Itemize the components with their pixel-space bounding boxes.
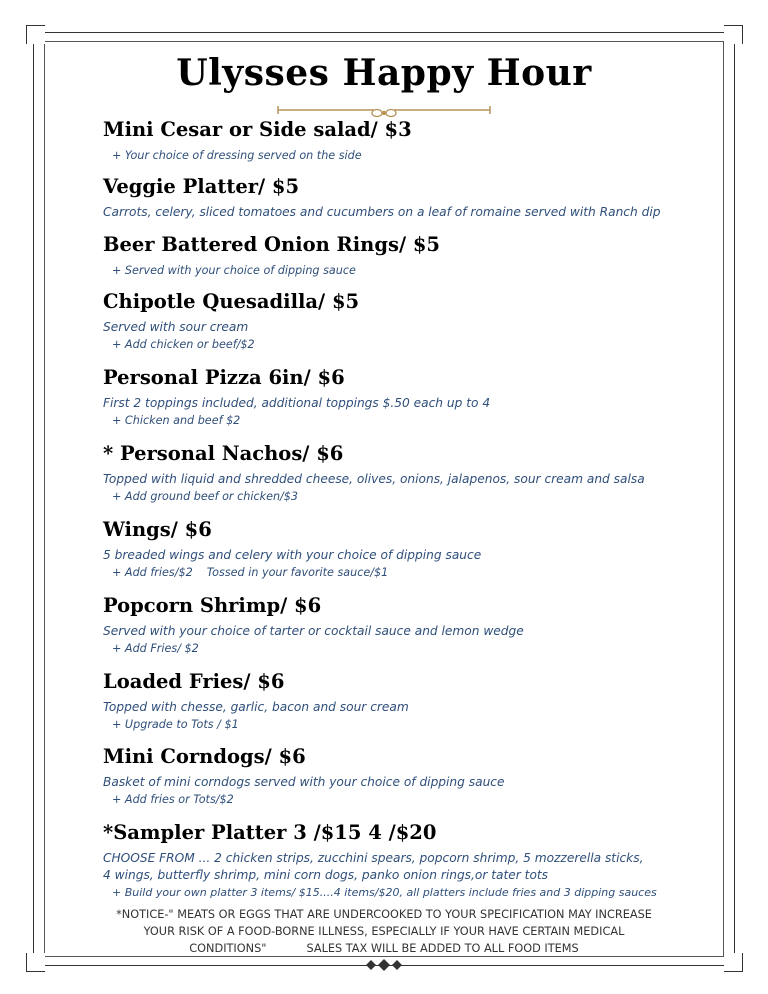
menu-item-quesadilla: [103, 290, 703, 353]
menu-item-loaded-fries: [103, 670, 703, 733]
item-addon: + Add fries or Tots/$2: [112, 793, 234, 806]
item-name: Mini Cesar or Side salad/ $3: [103, 118, 412, 141]
menu-item-mini-corndogs: [103, 745, 703, 808]
item-name: Chipotle Quesadilla/ $5: [103, 290, 360, 313]
item-addon: + Add fries/$2: [112, 566, 193, 579]
item-name: Popcorn Shrimp/ $6: [103, 594, 322, 617]
sales-tax-note: SALES TAX WILL BE ADDED TO ALL FOOD ITEMS: [306, 942, 579, 955]
item-name: Loaded Fries/ $6: [103, 670, 285, 693]
notice-line: [90, 940, 678, 957]
item-description: Basket of mini corndogs served with your choice of dipping sauce: [103, 775, 505, 789]
notice-conditions: CONDITIONS": [189, 942, 267, 955]
corner-ornament: [26, 25, 45, 44]
menu-item-personal-nachos: [103, 442, 703, 505]
item-name: Veggie Platter/ $5: [103, 175, 300, 198]
menu-item-mini-cesar: [103, 118, 703, 164]
item-description: First 2 toppings included, additional toppings $.50 each up to 4: [103, 396, 491, 410]
item-addon: + Add chicken or beef/$2: [112, 338, 255, 351]
corner-ornament: [724, 953, 743, 972]
item-name: Wings/ $6: [103, 518, 212, 541]
notice-line: *NOTICE-" MEATS OR EGGS THAT ARE UNDERCOOKED TO YOUR SPECIFICATION MAY INCREASE: [116, 908, 652, 921]
item-description-continued: 4 wings, butterfly shrimp, mini corn dogs, panko onion rings,or tater tots: [103, 868, 549, 882]
menu-item-sampler-platter: [103, 821, 703, 901]
item-description: Served with sour cream: [103, 320, 249, 334]
item-addon: + Chicken and beef $2: [112, 414, 241, 427]
menu-item-onion-rings: [103, 233, 703, 279]
item-addon: + Served with your choice of dipping sauce: [112, 264, 356, 277]
item-description: Served with your choice of tarter or cocktail sauce and lemon wedge: [103, 624, 524, 638]
menu-item-personal-pizza: [103, 366, 703, 429]
item-description: Topped with chesse, garlic, bacon and sour cream: [103, 700, 409, 714]
item-addon: Tossed in your favorite sauce/$1: [206, 566, 389, 579]
bottom-diamond-ornament: [360, 958, 408, 972]
food-safety-notice: [90, 906, 678, 957]
item-name: * Personal Nachos/ $6: [103, 442, 344, 465]
item-description: Topped with liquid and shredded cheese, olives, onions, jalapenos, sour cream and salsa: [103, 472, 645, 486]
item-addon: + Upgrade to Tots / $1: [112, 718, 239, 731]
menu-item-wings: [103, 518, 703, 581]
item-description: CHOOSE FROM ... 2 chicken strips, zucchini spears, popcorn shrimp, 5 mozzerella sticks,: [103, 851, 644, 865]
item-name: Mini Corndogs/ $6: [103, 745, 306, 768]
item-description: 5 breaded wings and celery with your choice of dipping sauce: [103, 548, 482, 562]
item-addon: + Your choice of dressing served on the side: [112, 149, 362, 162]
corner-ornament: [724, 25, 743, 44]
item-addon: + Add ground beef or chicken/$3: [112, 490, 299, 503]
item-addon: + Build your own platter 3 items/ $15....4 items/$20, all platters include fries and 3 dipping sauces: [112, 886, 657, 899]
item-addon: + Add Fries/ $2: [112, 642, 199, 655]
menu-item-popcorn-shrimp: [103, 594, 703, 657]
page-title: Ulysses Happy Hour: [176, 52, 592, 94]
item-addons: [103, 564, 703, 581]
item-name: Personal Pizza 6in/ $6: [103, 366, 345, 389]
item-name: Beer Battered Onion Rings/ $5: [103, 233, 440, 256]
menu-item-veggie-platter: [103, 175, 703, 221]
item-description: Carrots, celery, sliced tomatoes and cucumbers on a leaf of romaine served with Ranch dip: [103, 205, 661, 219]
corner-ornament: [26, 953, 45, 972]
notice-line: YOUR RISK OF A FOOD-BORNE ILLNESS, ESPECIALLY IF YOUR HAVE CERTAIN MEDICAL: [143, 925, 625, 938]
item-name: *Sampler Platter 3 /$15 4 /$20: [103, 821, 437, 844]
